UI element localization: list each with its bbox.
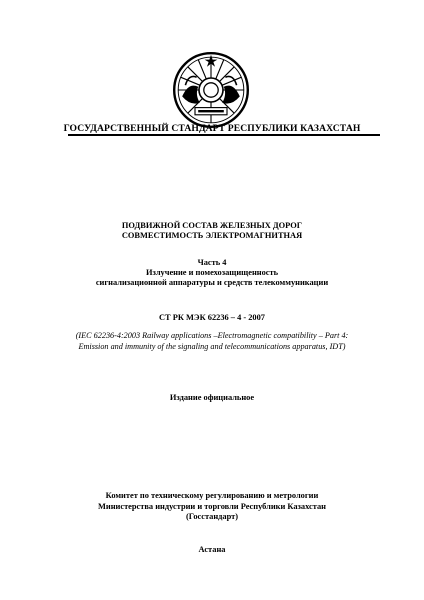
part-title-line-2: сигнализационной аппаратуры и средств телекоммуникации xyxy=(95,278,329,287)
edition-label: Издание официальное xyxy=(169,393,255,402)
part-heading xyxy=(0,258,424,288)
part-label: Часть 4 xyxy=(197,258,227,267)
state-emblem-icon xyxy=(171,50,251,130)
iec-reference-line-2: Emission and immunity of the signaling and telecommunications apparatus, IDT) xyxy=(78,341,346,351)
title-line-1: ПОДВИЖНОЙ СОСТАВ ЖЕЛЕЗНЫХ ДОРОГ xyxy=(121,221,303,230)
document-title xyxy=(0,221,424,241)
state-standard-title: ГОСУДАРСТВЕННЫЙ СТАНДАРТ РЕСПУБЛИКИ КАЗАХСТАН xyxy=(63,123,361,134)
publisher-block xyxy=(0,491,424,523)
title-divider xyxy=(68,134,380,136)
publisher-line-2: Министерства индустрии и торговли Республики Казахстан xyxy=(97,501,327,511)
part-title-line-1: Излучение и помехозащищенность xyxy=(145,268,279,277)
standard-code: СТ РК МЭК 62236 – 4 - 2007 xyxy=(159,313,265,322)
iec-reference xyxy=(0,331,424,352)
city-label: Астана xyxy=(198,545,226,554)
title-line-2: СОВМЕСТИМОСТЬ ЭЛЕКТРОМАГНИТНАЯ xyxy=(121,231,303,240)
iec-reference-line-1: (IEC 62236-4:2003 Railway applications –Electromagnetic compatibility – Part 4: xyxy=(75,331,349,340)
publisher-line-3: (Госстандарт) xyxy=(185,512,239,521)
publisher-line-1: Комитет по техническому регулированию и метрологии xyxy=(105,491,319,500)
